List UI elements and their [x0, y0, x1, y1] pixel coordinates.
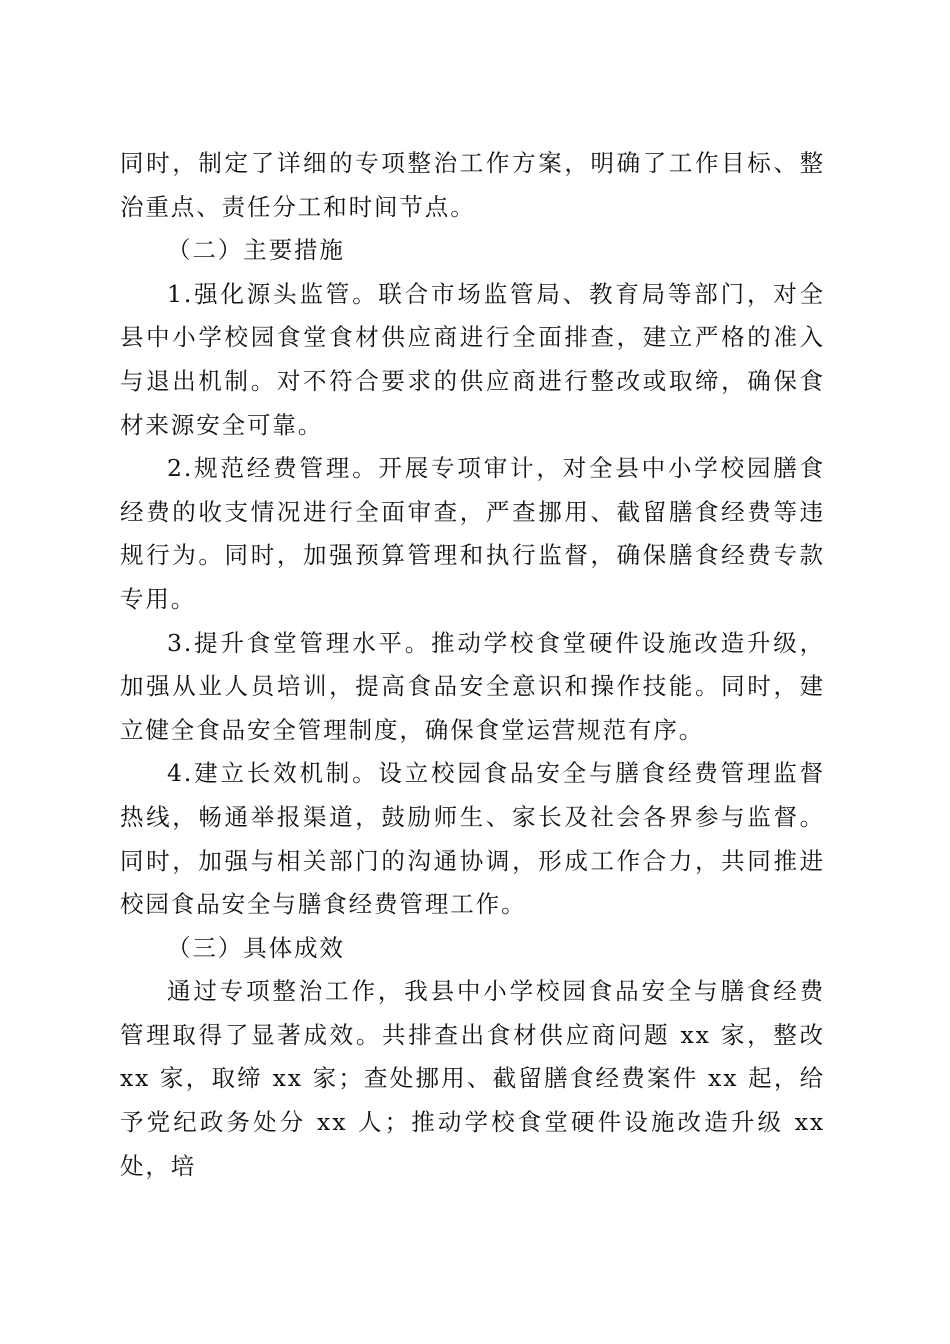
section-heading-main-measures: （二）主要措施: [167, 236, 345, 265]
document-page: [120, 142, 825, 1188]
paragraph-intro-continuation: 同时，制定了详细的专项整治工作方案，明确了工作目标、整治重点、责任分工和时间节点。: [120, 149, 825, 221]
section-heading-results: （三）具体成效: [167, 933, 345, 962]
paragraph-measure-3: 3.提升食堂管理水平。推动学校食堂硬件设施改造升级，加强从业人员培训，提高食品安全意识和操作技能。同时，建立健全食品安全管理制度，确保食堂运营规范有序。: [120, 628, 825, 744]
paragraph-measure-1: 1.强化源头监管。联合市场监管局、教育局等部门，对全县中小学校园食堂食材供应商进行全面排查，建立严格的准入与退出机制。对不符合要求的供应商进行整改或取缔，确保食材来源安全可靠。: [120, 279, 825, 439]
paragraph-measure-2: 2.规范经费管理。开展专项审计，对全县中小学校园膳食经费的收支情况进行全面审查，严查挪用、截留膳食经费等违规行为。同时，加强预算管理和执行监督，确保膳食经费专款专用。: [120, 454, 825, 613]
paragraph-results: 通过专项整治工作，我县中小学校园食品安全与膳食经费管理取得了显著成效。共排查出食材供应商问题 xx 家，整改 xx 家，取缔 xx 家；查处挪用、截留膳食经费案件 xx 起，给予党纪政务处分 xx 人；推动学校食堂硬件设施改造升级 xx 处，培: [120, 977, 825, 1180]
paragraph-measure-4: 4.建立长效机制。设立校园食品安全与膳食经费管理监督热线，畅通举报渠道，鼓励师生、家长及社会各界参与监督。同时，加强与相关部门的沟通协调，形成工作合力，共同推进校园食品安全与膳食经费管理工作。: [120, 759, 825, 919]
